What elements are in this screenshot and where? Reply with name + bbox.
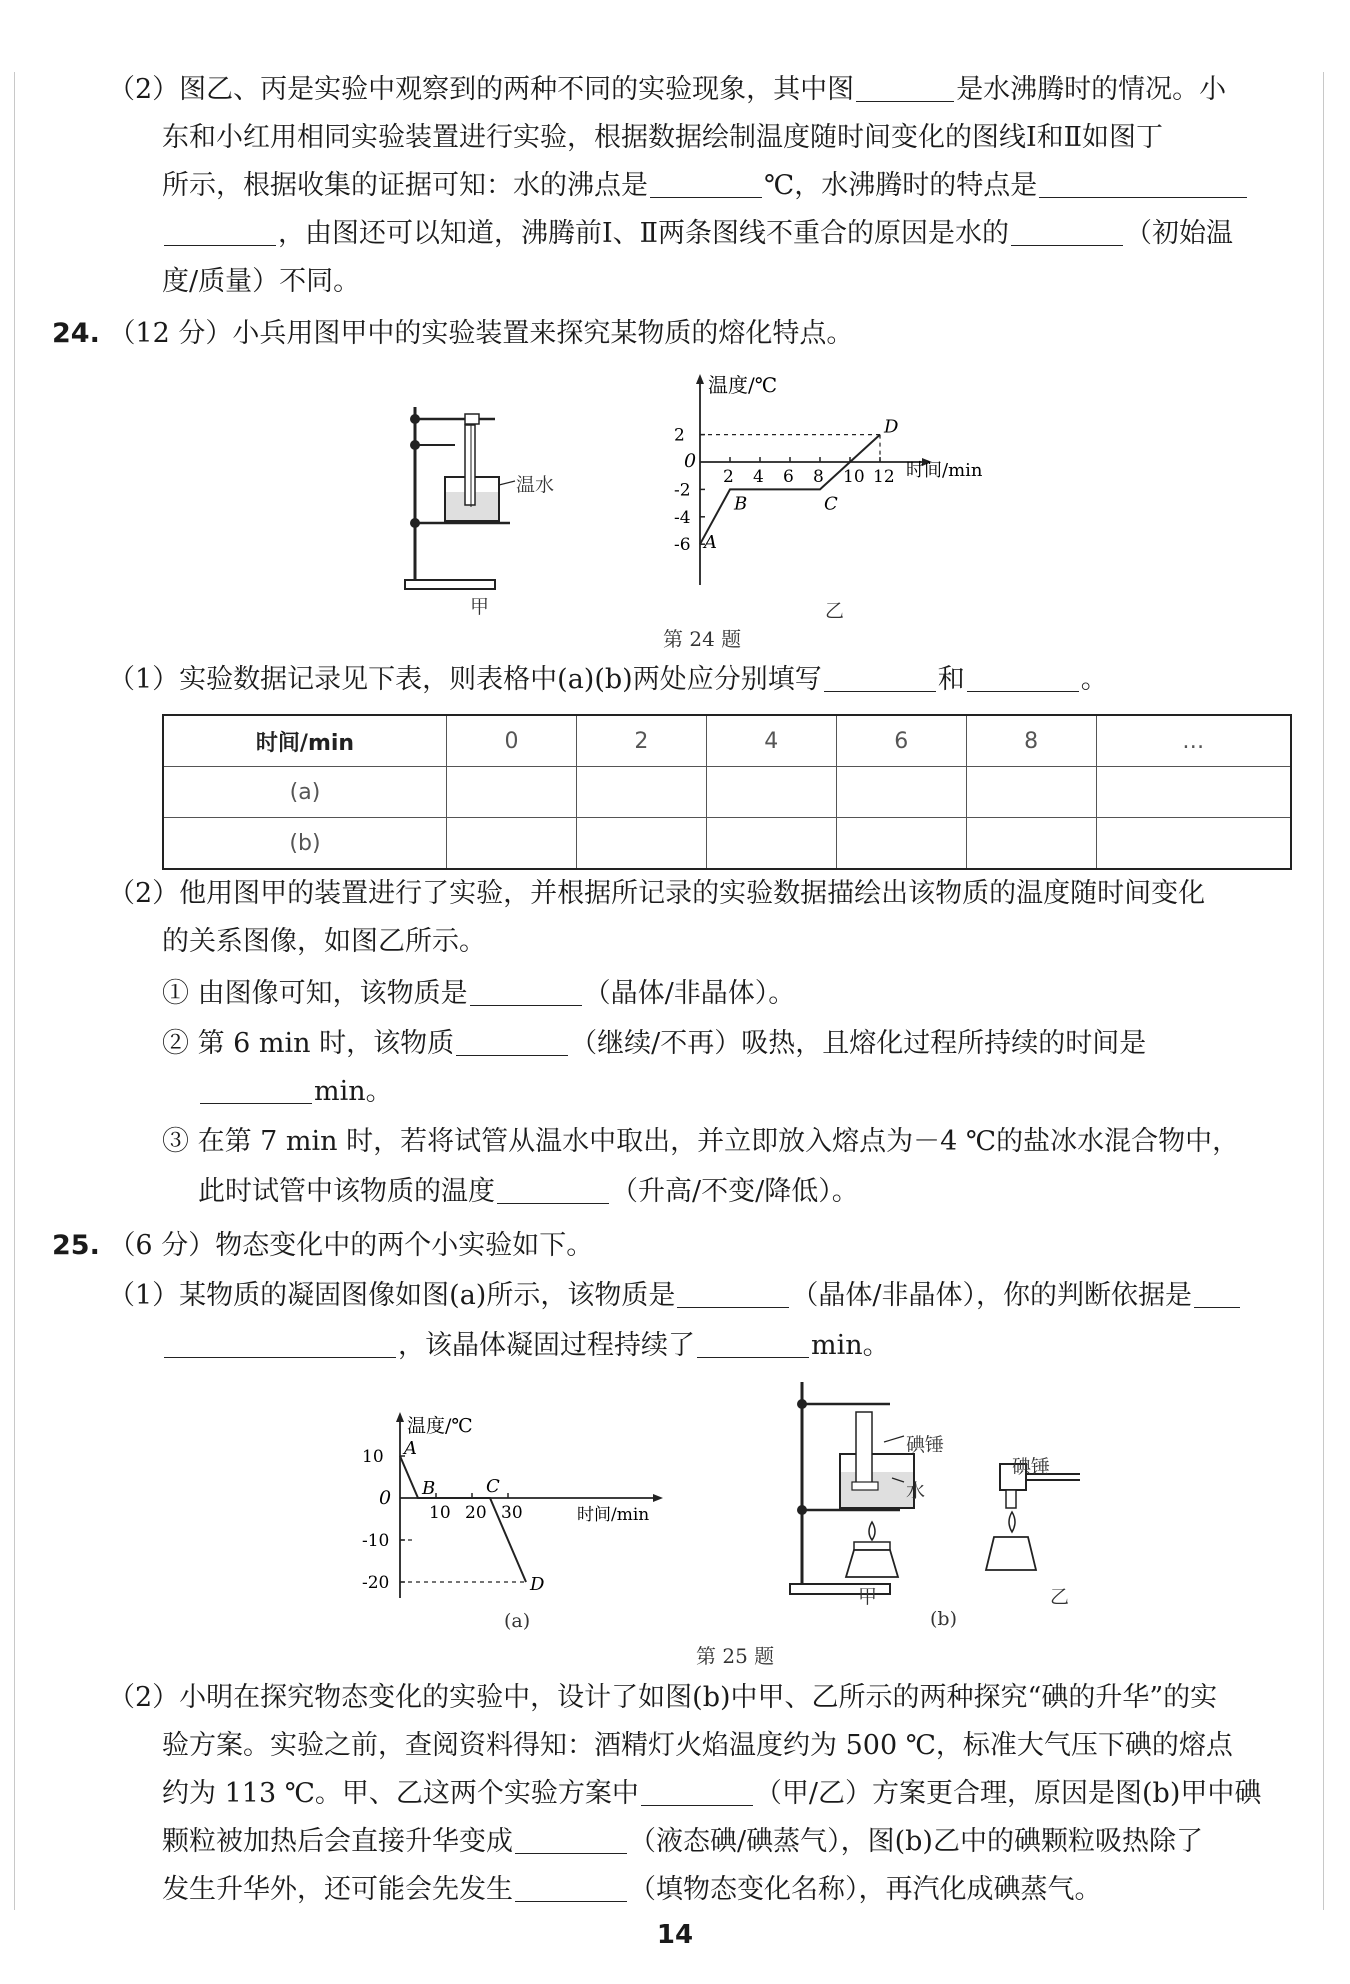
answer-blank[interactable]: [967, 663, 1079, 692]
point-label: B: [734, 493, 748, 515]
iodine-hammer: [856, 1412, 872, 1486]
q25-part1-line1: （1）某物质的凝固图像如图(a)所示，该物质是 （晶体/非晶体），你的判断依据是: [108, 1278, 1242, 1314]
data-table: [162, 714, 1292, 870]
table-row: [163, 818, 1291, 870]
y-axis-label: 温度/℃: [407, 1415, 473, 1437]
y-tick-label: -4: [674, 507, 691, 528]
q24-intro: 24. （12 分）小兵用图甲中的实验装置来探究某物质的熔化特点。: [52, 318, 854, 349]
answer-blank[interactable]: [650, 169, 762, 198]
q24-part2-line1: （2）他用图甲的装置进行了实验，并根据所记录的实验数据描绘出该物质的温度随时间变化: [108, 878, 1206, 909]
fig-yi-caption: 乙: [825, 600, 845, 622]
table-cell[interactable]: [706, 767, 836, 818]
table-header-cell: 2: [576, 715, 706, 767]
y-tick-label: -6: [674, 535, 691, 556]
q24-sub2: ② 第 6 min 时，该物质 （继续/不再）吸热，且熔化过程所持续的时间是: [162, 1028, 1147, 1059]
table-header-cell: 6: [836, 715, 966, 767]
fig-b-jia-label: 甲: [858, 1586, 878, 1608]
fig-b-caption: (b): [930, 1608, 957, 1630]
q25-part1-line2: ，该晶体凝固过程持续了 min。: [162, 1328, 890, 1364]
figure-caption: 第 25 题: [696, 1644, 775, 1668]
question-number: 25.: [52, 1230, 100, 1261]
point-label: A: [404, 1438, 417, 1459]
point-label: A: [704, 532, 717, 554]
question-number: 24.: [52, 318, 100, 349]
answer-blank[interactable]: [641, 1777, 753, 1806]
test-tube: [465, 425, 475, 505]
x-tick-label: 2: [723, 467, 734, 487]
y-tick-label: 2: [674, 425, 685, 446]
answer-blank[interactable]: [515, 1873, 627, 1902]
left-margin-line: [14, 72, 15, 1910]
x-axis-label: 时间/min: [906, 460, 983, 481]
table-row: [163, 715, 1291, 767]
answer-blank[interactable]: [697, 1329, 809, 1358]
table-cell[interactable]: [706, 818, 836, 870]
table-cell[interactable]: [836, 767, 966, 818]
q23-line5: 度/质量）不同。: [162, 266, 361, 297]
alcohol-lamp-yi: [986, 1537, 1036, 1570]
point-label: B: [422, 1478, 436, 1499]
fig-b-yi-label: 乙: [1050, 1586, 1070, 1608]
answer-blank[interactable]: [164, 217, 276, 246]
y-axis-label: 温度/℃: [708, 373, 778, 397]
y-tick-label: 10: [362, 1447, 384, 1467]
iodine-label-2: 碘锤: [1012, 1456, 1051, 1478]
point-label: D: [530, 1574, 545, 1595]
x-tick-label: 30: [501, 1503, 523, 1523]
table-header-cell: 时间/min: [163, 715, 447, 767]
y-tick-label: -2: [674, 480, 691, 501]
x-tick-label: 20: [465, 1503, 487, 1523]
right-margin-line: [1323, 72, 1324, 1910]
q24-sub2-line2: min。: [198, 1074, 393, 1110]
water-label: 水: [906, 1480, 926, 1502]
table-cell[interactable]: [1096, 818, 1291, 870]
q25-part2-line3: 约为 113 ℃。甲、乙这两个实验方案中 （甲/乙）方案更合理，原因是图(b)甲中碘: [162, 1778, 1262, 1809]
table-header-cell: 4: [706, 715, 836, 767]
x-axis-label: 时间/min: [577, 1505, 650, 1525]
answer-blank[interactable]: [470, 977, 582, 1006]
q25-part2-line1: （2）小明在探究物态变化的实验中，设计了如图(b)中甲、乙所示的两种探究“碘的升华”的实: [108, 1682, 1218, 1713]
x-tick-label: 10: [429, 1503, 451, 1523]
table-cell[interactable]: [836, 818, 966, 870]
q24-sub3-line1: ③ 在第 7 min 时，若将试管从温水中取出，并立即放入熔点为－4 ℃的盐冰水混合物中，: [162, 1126, 1240, 1157]
series-line: [700, 435, 880, 545]
point-label: C: [486, 1476, 500, 1497]
q25-chart-a: [355, 1408, 685, 1628]
warm-water-label: 温水: [516, 474, 555, 496]
q25-intro: 25. （6 分）物态变化中的两个小实验如下。: [52, 1230, 594, 1261]
answer-blank[interactable]: [515, 1825, 627, 1854]
answer-blank[interactable]: [1194, 1279, 1240, 1308]
origin-label: 0: [379, 1487, 392, 1509]
answer-blank[interactable]: [200, 1075, 312, 1104]
table-row: [163, 767, 1291, 818]
x-tick-label: 8: [813, 467, 824, 487]
q24-sub1: ① 由图像可知，该物质是 （晶体/非晶体）。: [162, 978, 796, 1009]
q23-line2: 东和小红用相同实验装置进行实验，根据数据绘制温度随时间变化的图线Ⅰ和Ⅱ如图丁: [162, 122, 1164, 153]
table-header-cell: 0: [447, 715, 577, 767]
table-row-label: (b): [163, 818, 447, 870]
x-tick-label: 4: [753, 467, 764, 487]
table-cell[interactable]: [1096, 767, 1291, 818]
y-tick-label: -20: [362, 1573, 390, 1593]
x-tick-label: 12: [873, 467, 895, 487]
q24-apparatus-jia: [395, 395, 595, 625]
table-header-cell: …: [1096, 715, 1291, 767]
table-cell[interactable]: [447, 767, 577, 818]
q23-line1: （2）图乙、丙是实验中观察到的两种不同的实验现象，其中图 是水沸腾时的情况。小: [108, 74, 1227, 105]
q25-part2-line4: 颗粒被加热后会直接升华变成 （液态碘/碘蒸气），图(b)乙中的碘颗粒吸热除了: [162, 1826, 1203, 1857]
answer-blank[interactable]: [677, 1279, 789, 1308]
x-tick-label: 6: [783, 467, 794, 487]
q25-apparatus-b: [780, 1372, 1110, 1612]
iodine-label: 碘锤: [906, 1434, 945, 1456]
fig-jia-caption: 甲: [470, 596, 490, 618]
y-tick-label: -10: [362, 1531, 390, 1551]
point-label: D: [884, 416, 899, 438]
fig-a-caption: (a): [504, 1610, 531, 1632]
answer-blank[interactable]: [856, 73, 954, 102]
table-cell[interactable]: [576, 818, 706, 870]
table-header-cell: 8: [966, 715, 1096, 767]
q23-line3: 所示，根据收集的证据可知：水的沸点是 ℃，水沸腾时的特点是: [162, 168, 1249, 204]
q23-line4: ，由图还可以知道，沸腾前Ⅰ、Ⅱ两条图线不重合的原因是水的 （初始温: [162, 216, 1233, 252]
page-number: 14: [656, 1920, 694, 1950]
table-cell[interactable]: [966, 767, 1096, 818]
q25-part2-line5: 发生升华外，还可能会先发生 （填物态变化名称），再汽化成碘蒸气。: [162, 1874, 1102, 1905]
point-label: C: [824, 493, 838, 515]
q24-sub3-line2: 此时试管中该物质的温度 （升高/不变/降低）。: [198, 1176, 859, 1207]
answer-blank[interactable]: [824, 663, 936, 692]
table-cell[interactable]: [576, 767, 706, 818]
stand-base: [405, 580, 495, 589]
answer-blank[interactable]: [1039, 169, 1247, 198]
figure-caption: 第 24 题: [663, 627, 742, 651]
table-row-label: (a): [163, 767, 447, 818]
answer-blank[interactable]: [164, 1329, 396, 1358]
q24-chart-yi: [660, 370, 1020, 620]
origin-label: 0: [684, 450, 697, 472]
alcohol-lamp: [846, 1550, 898, 1577]
table-cell[interactable]: [966, 818, 1096, 870]
q24-part2-line2: 的关系图像，如图乙所示。: [162, 926, 486, 957]
x-tick-label: 10: [843, 467, 865, 487]
answer-blank[interactable]: [1011, 217, 1123, 246]
answer-blank[interactable]: [456, 1027, 568, 1056]
q25-part2-line2: 验方案。实验之前，查阅资料得知：酒精灯火焰温度约为 500 ℃，标准大气压下碘的熔点: [162, 1730, 1233, 1761]
table-cell[interactable]: [447, 818, 577, 870]
q24-part1: （1）实验数据记录见下表，则表格中(a)(b)两处应分别填写 和 。: [108, 664, 1108, 695]
answer-blank[interactable]: [497, 1175, 609, 1204]
